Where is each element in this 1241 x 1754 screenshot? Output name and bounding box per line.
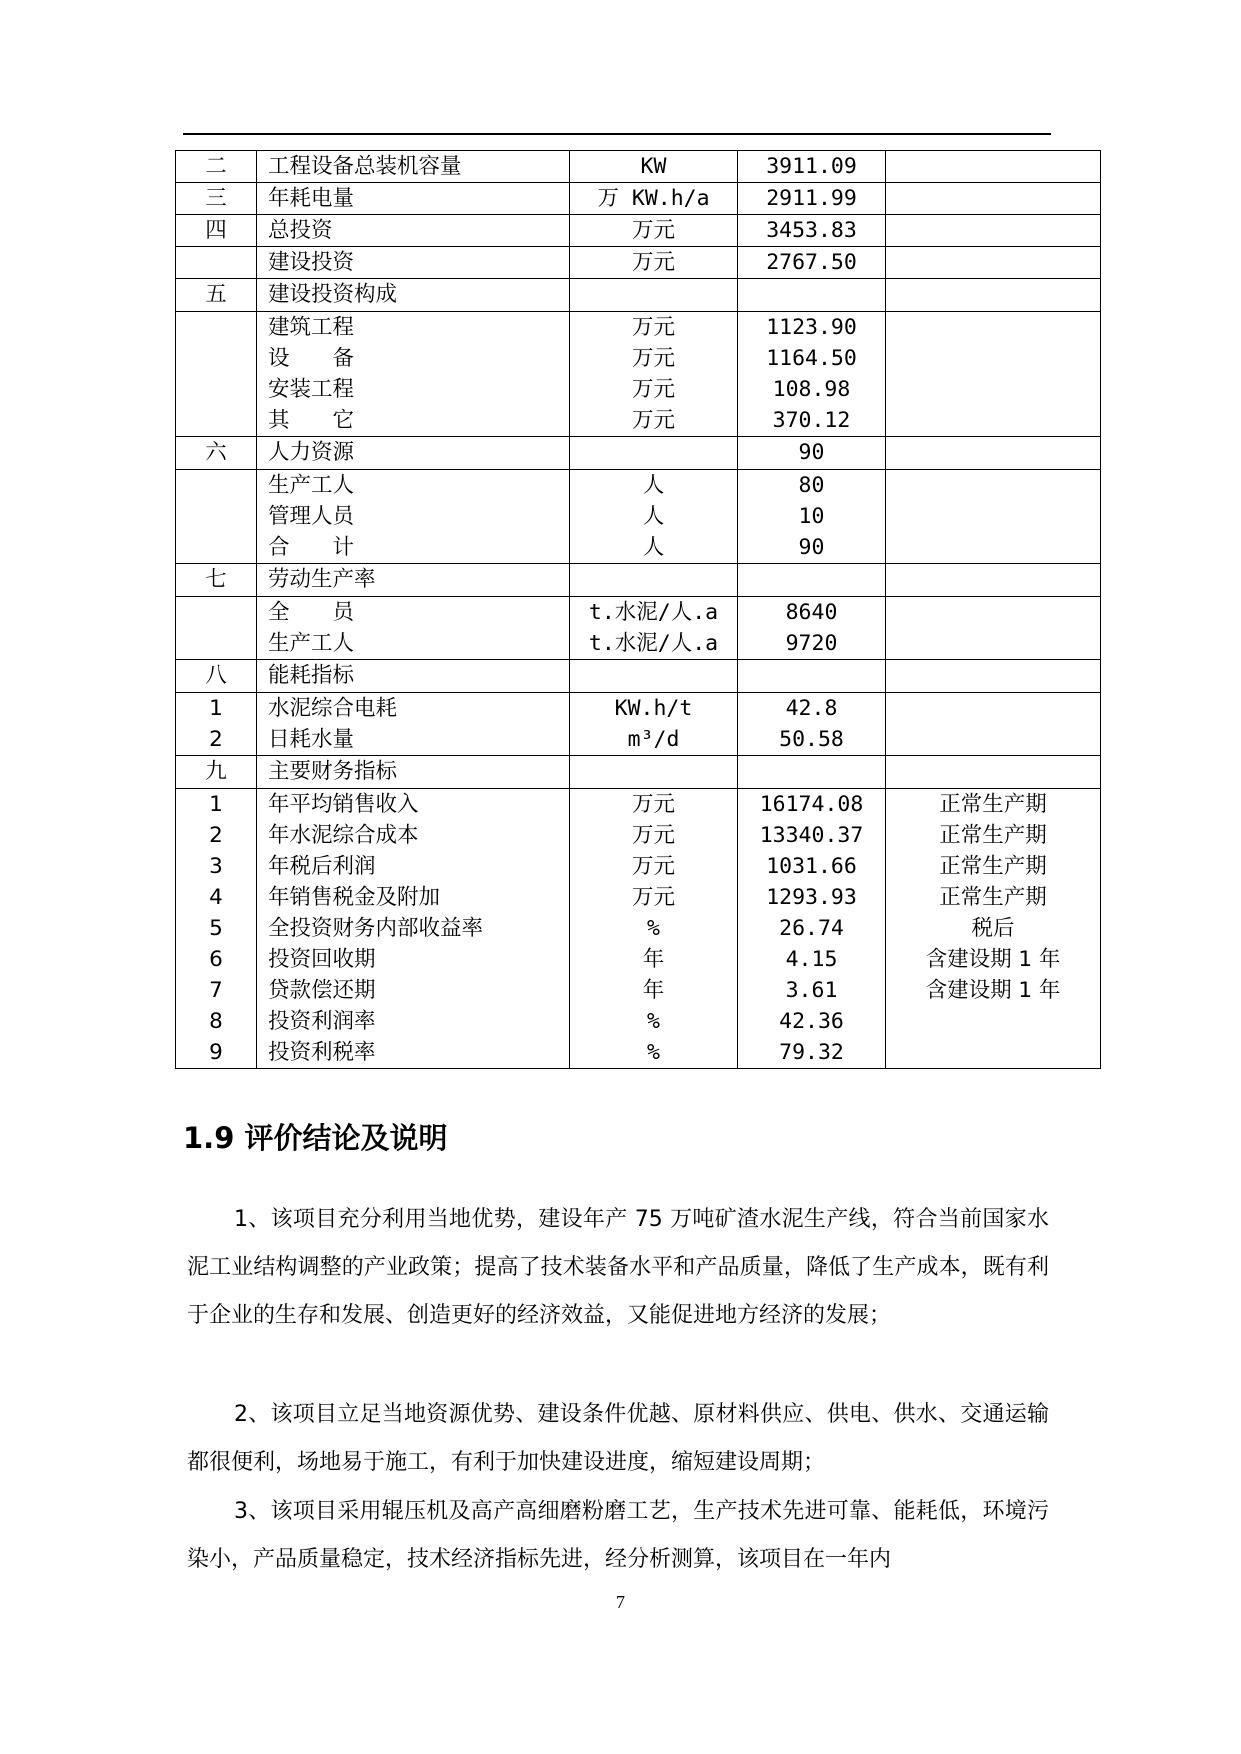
row-note xyxy=(886,470,1101,502)
row-item: 年销售税金及附加 xyxy=(257,882,570,913)
row-no: 6 xyxy=(176,944,257,975)
row-item: 全 员 xyxy=(257,597,570,629)
row-note: 正常生产期 xyxy=(886,882,1101,913)
row-note: 含建设期 1 年 xyxy=(886,975,1101,1006)
row-no: 七 xyxy=(176,564,257,597)
row-note xyxy=(886,693,1101,725)
table-row xyxy=(176,660,1101,693)
row-note xyxy=(886,1037,1101,1069)
row-item: 主要财务指标 xyxy=(257,756,570,789)
row-no: 8 xyxy=(176,1006,257,1037)
row-no: 1 xyxy=(176,789,257,821)
row-no: 7 xyxy=(176,975,257,1006)
table-row xyxy=(176,628,1101,660)
row-value: 1164.50 xyxy=(738,343,886,374)
row-note: 正常生产期 xyxy=(886,820,1101,851)
row-no xyxy=(176,470,257,502)
row-no: 4 xyxy=(176,882,257,913)
row-no: 四 xyxy=(176,215,257,247)
row-item: 年税后利润 xyxy=(257,851,570,882)
row-no xyxy=(176,405,257,437)
row-value: 3911.09 xyxy=(738,151,886,183)
table-row xyxy=(176,820,1101,851)
row-note xyxy=(886,660,1101,693)
row-unit: t.水泥/人.a xyxy=(570,597,738,629)
table-row xyxy=(176,1006,1101,1037)
row-unit: 万元 xyxy=(570,374,738,405)
row-value: 1123.90 xyxy=(738,312,886,344)
row-item: 全投资财务内部收益率 xyxy=(257,913,570,944)
row-note xyxy=(886,1006,1101,1037)
table-row xyxy=(176,437,1101,470)
row-note xyxy=(886,501,1101,532)
paragraph-3 xyxy=(187,1488,1049,1584)
row-unit: KW xyxy=(570,151,738,183)
row-item: 投资利润率 xyxy=(257,1006,570,1037)
row-item: 年耗电量 xyxy=(257,183,570,215)
row-item: 总投资 xyxy=(257,215,570,247)
paragraph-2 xyxy=(187,1391,1049,1487)
row-no: 五 xyxy=(176,279,257,312)
row-item: 日耗水量 xyxy=(257,724,570,756)
row-item: 贷款偿还期 xyxy=(257,975,570,1006)
row-note xyxy=(886,532,1101,564)
row-item: 工程设备总装机容量 xyxy=(257,151,570,183)
row-note xyxy=(886,628,1101,660)
row-no xyxy=(176,312,257,344)
row-no xyxy=(176,597,257,629)
table-row xyxy=(176,944,1101,975)
row-item: 水泥综合电耗 xyxy=(257,693,570,725)
row-no: 2 xyxy=(176,820,257,851)
table-row xyxy=(176,851,1101,882)
table-row xyxy=(176,913,1101,944)
row-no xyxy=(176,374,257,405)
row-value: 42.8 xyxy=(738,693,886,725)
row-item: 年水泥综合成本 xyxy=(257,820,570,851)
row-no: 二 xyxy=(176,151,257,183)
row-unit: 万元 xyxy=(570,789,738,821)
row-unit: KW.h/t xyxy=(570,693,738,725)
table-row xyxy=(176,693,1101,725)
row-value: 2911.99 xyxy=(738,183,886,215)
table-row xyxy=(176,279,1101,312)
table-row xyxy=(176,882,1101,913)
row-item: 建筑工程 xyxy=(257,312,570,344)
row-unit: 人 xyxy=(570,470,738,502)
table-row xyxy=(176,756,1101,789)
row-unit: 万 KW.h/a xyxy=(570,183,738,215)
row-value: 4.15 xyxy=(738,944,886,975)
row-value: 108.98 xyxy=(738,374,886,405)
row-value: 90 xyxy=(738,532,886,564)
row-unit: 人 xyxy=(570,532,738,564)
table-row xyxy=(176,564,1101,597)
row-value: 79.32 xyxy=(738,1037,886,1069)
table-row xyxy=(176,597,1101,629)
table-row xyxy=(176,789,1101,821)
row-item: 年平均销售收入 xyxy=(257,789,570,821)
indicator-table xyxy=(175,150,1101,1069)
row-no: 2 xyxy=(176,724,257,756)
row-no xyxy=(176,501,257,532)
row-unit: 年 xyxy=(570,944,738,975)
row-no xyxy=(176,628,257,660)
table-row xyxy=(176,405,1101,437)
row-item: 生产工人 xyxy=(257,470,570,502)
paragraph-text: 2、该项目立足当地资源优势、建设条件优越、原材料供应、供电、供水、交通运输都很便利，场地易于施工，有利于加快建设进度，缩短建设周期； xyxy=(187,1402,1049,1475)
row-value: 50.58 xyxy=(738,724,886,756)
row-unit: 万元 xyxy=(570,343,738,374)
row-value: 42.36 xyxy=(738,1006,886,1037)
row-value: 3453.83 xyxy=(738,215,886,247)
row-item: 合 计 xyxy=(257,532,570,564)
row-note xyxy=(886,564,1101,597)
row-no: 5 xyxy=(176,913,257,944)
row-unit: 万元 xyxy=(570,405,738,437)
row-item: 人力资源 xyxy=(257,437,570,470)
row-item: 管理人员 xyxy=(257,501,570,532)
paragraph-text: 3、该项目采用辊压机及高产高细磨粉磨工艺，生产技术先进可靠、能耗低，环境污染小，产品质量稳定，技术经济指标先进，经分析测算，该项目在一年内 xyxy=(187,1499,1049,1572)
row-value: 1031.66 xyxy=(738,851,886,882)
row-note xyxy=(886,756,1101,789)
row-item: 投资回收期 xyxy=(257,944,570,975)
table-row xyxy=(176,374,1101,405)
row-unit: 万元 xyxy=(570,312,738,344)
row-value xyxy=(738,660,886,693)
table-row xyxy=(176,247,1101,279)
row-note xyxy=(886,597,1101,629)
row-no: 9 xyxy=(176,1037,257,1069)
row-value xyxy=(738,279,886,312)
page-number: 7 xyxy=(616,1592,625,1612)
row-value: 80 xyxy=(738,470,886,502)
row-value: 10 xyxy=(738,501,886,532)
table-row xyxy=(176,215,1101,247)
row-value xyxy=(738,564,886,597)
table-row xyxy=(176,532,1101,564)
row-value: 8640 xyxy=(738,597,886,629)
row-value: 370.12 xyxy=(738,405,886,437)
table-row xyxy=(176,343,1101,374)
row-note xyxy=(886,247,1101,279)
row-no: 六 xyxy=(176,437,257,470)
table-row xyxy=(176,724,1101,756)
header-rule xyxy=(183,133,1051,135)
row-note xyxy=(886,343,1101,374)
row-item: 能耗指标 xyxy=(257,660,570,693)
row-no: 八 xyxy=(176,660,257,693)
row-value: 13340.37 xyxy=(738,820,886,851)
row-item: 劳动生产率 xyxy=(257,564,570,597)
row-value xyxy=(738,756,886,789)
row-unit xyxy=(570,660,738,693)
row-unit: % xyxy=(570,913,738,944)
row-item: 建设投资 xyxy=(257,247,570,279)
row-no xyxy=(176,343,257,374)
row-no: 九 xyxy=(176,756,257,789)
row-note xyxy=(886,374,1101,405)
row-unit: % xyxy=(570,1006,738,1037)
row-unit xyxy=(570,279,738,312)
row-no xyxy=(176,247,257,279)
row-note: 正常生产期 xyxy=(886,789,1101,821)
row-note: 税后 xyxy=(886,913,1101,944)
row-unit: 年 xyxy=(570,975,738,1006)
row-item: 设 备 xyxy=(257,343,570,374)
row-value: 26.74 xyxy=(738,913,886,944)
row-item: 建设投资构成 xyxy=(257,279,570,312)
row-value: 1293.93 xyxy=(738,882,886,913)
row-no: 1 xyxy=(176,693,257,725)
row-value: 3.61 xyxy=(738,975,886,1006)
table-row xyxy=(176,501,1101,532)
table-row xyxy=(176,470,1101,502)
row-no: 三 xyxy=(176,183,257,215)
section-heading: 1.9 评价结论及说明 xyxy=(183,1121,448,1155)
row-value: 9720 xyxy=(738,628,886,660)
row-unit: 万元 xyxy=(570,851,738,882)
row-note xyxy=(886,183,1101,215)
row-note xyxy=(886,151,1101,183)
row-unit xyxy=(570,756,738,789)
table-row xyxy=(176,975,1101,1006)
row-unit xyxy=(570,564,738,597)
row-no: 3 xyxy=(176,851,257,882)
row-note xyxy=(886,312,1101,344)
row-unit: m³/d xyxy=(570,724,738,756)
row-note: 正常生产期 xyxy=(886,851,1101,882)
row-note xyxy=(886,405,1101,437)
table-row xyxy=(176,1037,1101,1069)
row-item: 生产工人 xyxy=(257,628,570,660)
row-unit: t.水泥/人.a xyxy=(570,628,738,660)
row-unit: 万元 xyxy=(570,247,738,279)
row-value: 90 xyxy=(738,437,886,470)
row-unit xyxy=(570,437,738,470)
row-unit: 万元 xyxy=(570,882,738,913)
table-row xyxy=(176,312,1101,344)
row-note: 含建设期 1 年 xyxy=(886,944,1101,975)
row-note xyxy=(886,215,1101,247)
paragraph-1 xyxy=(187,1196,1049,1340)
paragraph-text: 1、该项目充分利用当地优势，建设年产 75 万吨矿渣水泥生产线，符合当前国家水泥工业结构调整的产业政策；提高了技术装备水平和产品质量，降低了生产成本，既有利于企业的生存和发展、创造更好的经济效益，又能促进地方经济的发展； xyxy=(187,1207,1049,1328)
row-unit: % xyxy=(570,1037,738,1069)
table-row xyxy=(176,151,1101,183)
row-no xyxy=(176,532,257,564)
row-value: 2767.50 xyxy=(738,247,886,279)
row-item: 其 它 xyxy=(257,405,570,437)
row-item: 安装工程 xyxy=(257,374,570,405)
row-note xyxy=(886,724,1101,756)
row-unit: 人 xyxy=(570,501,738,532)
row-note xyxy=(886,279,1101,312)
row-note xyxy=(886,437,1101,470)
row-unit: 万元 xyxy=(570,820,738,851)
row-item: 投资利税率 xyxy=(257,1037,570,1069)
table-row xyxy=(176,183,1101,215)
row-unit: 万元 xyxy=(570,215,738,247)
row-value: 16174.08 xyxy=(738,789,886,821)
